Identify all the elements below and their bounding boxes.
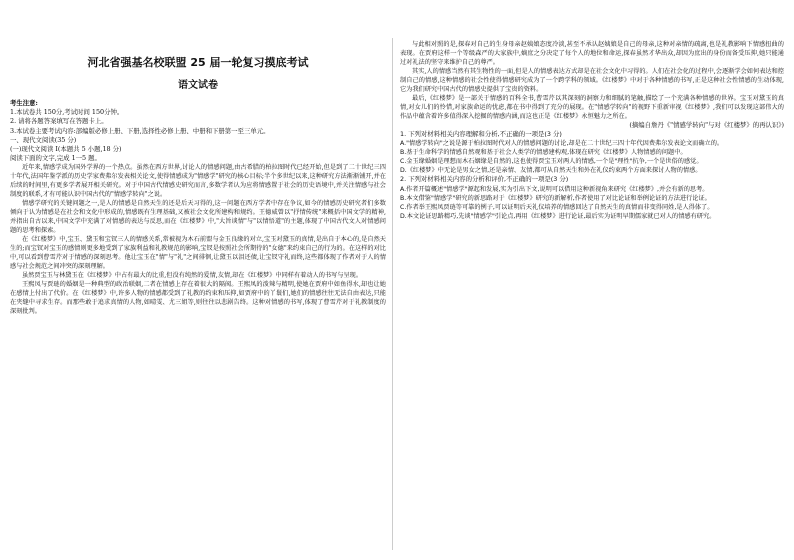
passage-paragraph: 在《红楼梦》中,宝玉、黛玉和宝钗三人的情感关系,常被视为木石前盟与金玉良缘的对立,宝玉对黛玉的真情,是出自于本心的,是自然天生的;而宝钗对宝玉的感情则更多地受到了家族利益和礼教规范的影响,宝钗是按照社会所期待的"女德"来约束自己的行为的。在这样的对比中,可以看到曹雪芹对于情感的深刻思考。他让宝玉在"情"与"礼"之间徘徊,让黛玉以泪还债,让宝钗守礼而终,这些都体现了作者对于人的情感与社会规范之间冲突的深刻理解。	[10, 236, 386, 271]
section-heading: 一、现代文阅读(35 分)	[10, 135, 77, 144]
source-note: (摘编自詹丹《"情感学转向"与对《红楼梦》的再认识》)	[629, 121, 784, 129]
reading-instruction: 阅读下面的文字,完成 1一5 题。	[10, 154, 101, 163]
notice-item: 1.本试卷共 150分,考试时间 150分钟。	[10, 108, 124, 117]
subject-title: 语文试卷	[178, 80, 218, 91]
question-option: A.作者开篇概述"情感学"源起和发展,实为引出下文,说明可以借用这种新视角来研究《红楼梦》,并会有新的思考。	[400, 185, 709, 193]
notice-item: 2. 请将各题答案填写在答题卡上。	[10, 117, 108, 126]
school-title: 河北省强基名校联盟 25 届一轮复习摸底考试	[87, 56, 309, 69]
notice-item: 3.本试卷主要考试内容:部编版必修上册、下册,选择性必修上册、中册和下册第一至三单元。	[10, 126, 270, 135]
subsection-heading: (一)现代文阅读 I(本题共 5 小题,18 分)	[10, 145, 122, 154]
passage-paragraph: 其实,人的情感当然有其生物性的一面,但是人的情感表达方式却是在社会文化中习得的。人们在社会化的过程中,会逐渐学会如何表达和控制自己的情感,这种情感的社会性使得情感研究成为了一个跨学科的领域。《红楼梦》中对于各种情感的书写,正是这种社会性情感的生动体现,它为我们研究中国古代的情感史提供了宝贵的资料。	[400, 68, 784, 93]
notice-title: 考生注意:	[10, 99, 38, 107]
question-option: C.金玉缘婚姻是理想而木石姻缘是自然的,这也使得贾宝玉对两人的情感,一个是"理性"抗争,一个是世俗的感觉。	[400, 158, 703, 166]
column-divider	[392, 38, 393, 550]
passage-paragraph: 近年来,情感学成为国外学界的一个热点。虽然在西方世界,讨论人的情感问题,由古希腊的柏拉图时代已经开始,但是到了二十世纪三四十年代,法国年鉴学派的历史学家费弗尔发表相关论文,使得情感成为"情感学"研究的核心目标;半个多世纪以来,这种研究方法渐渐铺开,并在后续的时间里,有更多学者展开相关研究。对于中国古代情感史研究而言,多数学者认为应将情感置于社会的历史语境中,并关注情感与社会制度的联系,才有可能认识中国古代的"情感学转向"之说。	[10, 164, 386, 199]
question-option: C.作者举王熙凤贾琏等可靠的例子,可以证明后天礼仪培养的情感回达了自然天生的真情而非变得同姓,是人得体了。	[400, 203, 714, 211]
passage-paragraph: 虽然贾宝玉与林黛玉在《红楼梦》中占有最大的比重,但没有纯然的爱情,友情,却在《红楼梦》中同样有着动人的书写与呈现。	[22, 272, 363, 280]
right-column	[400, 40, 784, 550]
passage-paragraph: 最后,《红楼梦》是一部关于情感的百科全书,曹雪芹以其深刻的洞察力和细腻的笔触,描绘了一个充满各种情感的世界。宝玉对黛玉的真情,对女儿们的怜惜,对家族命运的忧虑,都在书中得到了充分的展现。在"情感学转向"的视野下重新审视《红楼梦》,我们可以发现这部伟大的作品中蕴含着许多值得深入挖掘的情感内涵,而这也正是《红楼梦》永恒魅力之所在。	[400, 95, 784, 120]
question-stem: 1. 下列对材料相关内容理解和分析,不正确的一项是(3 分)	[400, 130, 562, 139]
question-stem: 2. 下列对材料相关内容的分析和评价,不正确的一项是(3 分)	[400, 175, 569, 184]
passage-paragraph: 情感学研究的关键问题之一,是人的情感是自然天生的还是后天习得的,这一问题在西方学者中存在争议,如今的情感历史研究者们多数倾向于认为情感是在社会和文化中形成的,情感既有生理基础,又被社会文化所建构和规约。王德威曾以"抒情传统"来概括中国文学的精神,并指出自古以来,中国文学中充满了对情感的表达与反思,而在《红楼梦》中,"大旨谈情"与"以情悟道"的主题,体现了中国古代文人对情感问题的思考和探索。	[10, 200, 386, 235]
left-column	[10, 40, 386, 550]
question-option: B.基于生命科学的情感自然观和基于社会人类学的情感建构观,体现在研究《红楼梦》人物情感的问题中。	[400, 149, 687, 157]
question-option: B.本文借鉴"情感学"研究的新思路对于《红楼梦》研究的新解析,作者使用了对比论证和举例论证的方法进行论证。	[400, 194, 711, 202]
question-option: A."情感学转向"之说是源于柏拉图时代对人的情感问题的讨论,却是在二十世纪三四十年代因费弗尔发表论文而确立的。	[400, 140, 724, 148]
passage-paragraph: 王熙凤与贾琏的婚姻是一种典型的政治联姻,二者在情感上存在着很大的隔阂。王熙凤的泼辣与精明,使她在贾府中如鱼得水,却也让她在感情上付出了代价。在《红楼梦》中,许多人物的情感都受到了礼教的约束和压抑,如贾府中的丫鬟们,她们的情感往往无法自由表达,只能在夹缝中寻求生存。而那些敢于追求真情的人物,如晴雯、尤三姐等,则往往以悲剧告终。这种对情感的书写,体现了曹雪芹对于礼教制度的深刻批判。	[10, 281, 386, 316]
question-option: D.《红楼梦》中无论是男女之情,还是亲情、友情,都可从自然天生和外在礼仪约束两个方面来探讨人物的情感。	[400, 167, 702, 175]
passage-paragraph: 与此相对照的是,探春对自己的生身母亲赵姨娘态度冷淡,甚至不承认赵姨娘是自己的母亲,这种对亲情的疏离,也是礼教影响下情感扭曲的表现。在贾府这样一个等级森严的大家族中,嫡庶之分决定了每个人的地位和命运,探春虽然才华出众,却因为庶出的身份而备受压抑,她只能通过对礼法的坚守来维护自己的尊严。	[400, 41, 784, 66]
question-option: D.本文论证思路精巧,先谈"情感学"引论点,再用《红楼梦》进行论证,最后实为证明早期儒家就已对人的情感有研究。	[400, 212, 716, 220]
